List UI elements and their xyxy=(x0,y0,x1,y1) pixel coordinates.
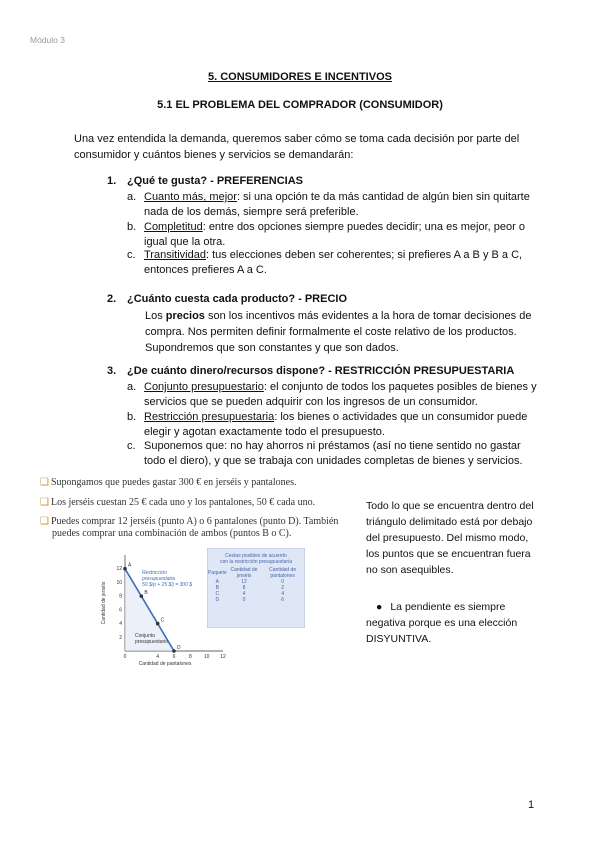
y-tick-label: 12 xyxy=(116,566,122,573)
x-tick-label: 0 xyxy=(123,654,127,660)
y-tick-label: 8 xyxy=(119,593,122,600)
list-item: a. Cuanto más, mejor: si una opción te da más cantidad de algún bien sin quitarte nada de los demás, siempre será preferible. xyxy=(127,191,530,218)
point-label: D xyxy=(177,645,181,651)
page-number: 1 xyxy=(528,799,535,811)
side-note: Todo lo que se encuentra dentro del triángulo delimitado está por debajo del presupuesto. Del mismo modo, los puntos que se encuentran fuera no son asequibles. xyxy=(366,500,534,576)
slide-bullet-continuation: puedes comprar una combinación de ambos (puntos B o C). xyxy=(52,528,292,539)
slide-bullet: ❑ Los jerséis cuestan 25 € cada uno y los pantalones, 50 € cada uno. xyxy=(40,497,316,508)
point-b xyxy=(140,594,144,598)
y-axis-label: Cantidad de jerséis xyxy=(101,581,107,625)
y-tick-label: 4 xyxy=(119,621,122,628)
slide-bullet: ❑ Supongamos que puedes gastar 300 € en jerséis y pantalones. xyxy=(40,477,297,488)
table-row: B 8 2 xyxy=(215,585,285,591)
y-tick-label: 2 xyxy=(119,634,122,641)
table-row: C 4 4 xyxy=(215,591,285,597)
table-row: D 0 6 xyxy=(215,597,285,603)
side-bullet: ● La pendiente es siempre negativa porque es una elección DISYUNTIVA. xyxy=(366,601,518,645)
list-item: c. Suponemos que: no hay ahorros ni préstamos (así no tiene sentido no gastar todo el diero), y que se trabaja con unidades completas de bienes y servicios. xyxy=(127,440,523,467)
point-d xyxy=(172,649,176,653)
x-tick-label: 4 xyxy=(156,654,160,660)
budget-set-annotation: Conjunto presupuestario xyxy=(135,633,169,645)
point-c xyxy=(156,622,160,626)
x-tick-label: 8 xyxy=(188,654,192,660)
list-item: a. Conjunto presupuestario: el conjunto de todos los paquetes posibles de bienes y servicios que se pueden adquirir con los ingresos de un consumidor. xyxy=(127,381,537,408)
x-tick-label: 6 xyxy=(172,654,176,660)
list-item: b. Completitud: entre dos opciones siempre puedes decidir; una es mejor, peor o igual que la otra. xyxy=(127,221,525,248)
point-label: C xyxy=(160,617,165,624)
heading-precio: 2. ¿Cuánto cuesta cada producto? - PRECIO xyxy=(107,293,348,305)
y-tick-label: 10 xyxy=(116,579,122,586)
module-label: Módulo 3 xyxy=(30,35,65,45)
x-axis-label: Cantidad de pantalones xyxy=(138,661,192,667)
intro-paragraph: Una vez entendida la demanda, queremos saber cómo se toma cada decisión por parte del consumidor y cuántos bienes y servicios se demandarán: xyxy=(74,133,520,161)
point-a xyxy=(123,567,127,571)
budget-line-annotation: Restricción presupuestaria 50 $/p + 25 $/j = 300 $ xyxy=(142,570,193,588)
list-item: b. Restricción presupuestaria: los bienes o actividades que un consumidor puede elegir y agotan exactamente todo el presupuesto. xyxy=(127,411,528,438)
x-tick-label: 12 xyxy=(220,654,226,660)
slide-bullet: ❑ Puedes comprar 12 jerséis (punto A) o 6 pantalones (punto D). También xyxy=(40,516,339,527)
precio-paragraph: Los precios son los incentivos más evidentes a la hora de tomar decisiones de compra. Nos permiten definir formalmente el coste relativo de los productos. Supondremos que son constantes y que son dados. xyxy=(145,310,532,354)
bundles-table: Cestas posibles de acuerdo con la restricción presupuestaria Paquete Cantidad de jerséis Cantidad de pantalones A 12 0 B 8 2 C 4 4 D 0 6 xyxy=(207,548,305,628)
subsection-title: 5.1 EL PROBLEMA DEL COMPRADOR (CONSUMIDOR) xyxy=(157,99,443,111)
section-title: 5. CONSUMIDORES E INCENTIVOS xyxy=(208,71,392,83)
heading-preferencias: 1. ¿Qué te gusta? - PREFERENCIAS xyxy=(107,175,304,187)
list-item: c. Transitividad: tus elecciones deben ser coherentes; si prefieres A a B y B a C, entonces prefieres A a C. xyxy=(127,249,523,276)
x-tick-label: 10 xyxy=(203,654,210,660)
point-label: A xyxy=(128,562,132,569)
y-tick-label: 6 xyxy=(119,607,122,614)
point-label: B xyxy=(144,590,148,597)
table-row: A 12 0 xyxy=(215,579,285,585)
heading-restriccion: 3. ¿De cuánto dinero/recursos dispone? - RESTRICCIÓN PRESUPUESTARIA xyxy=(107,365,515,377)
